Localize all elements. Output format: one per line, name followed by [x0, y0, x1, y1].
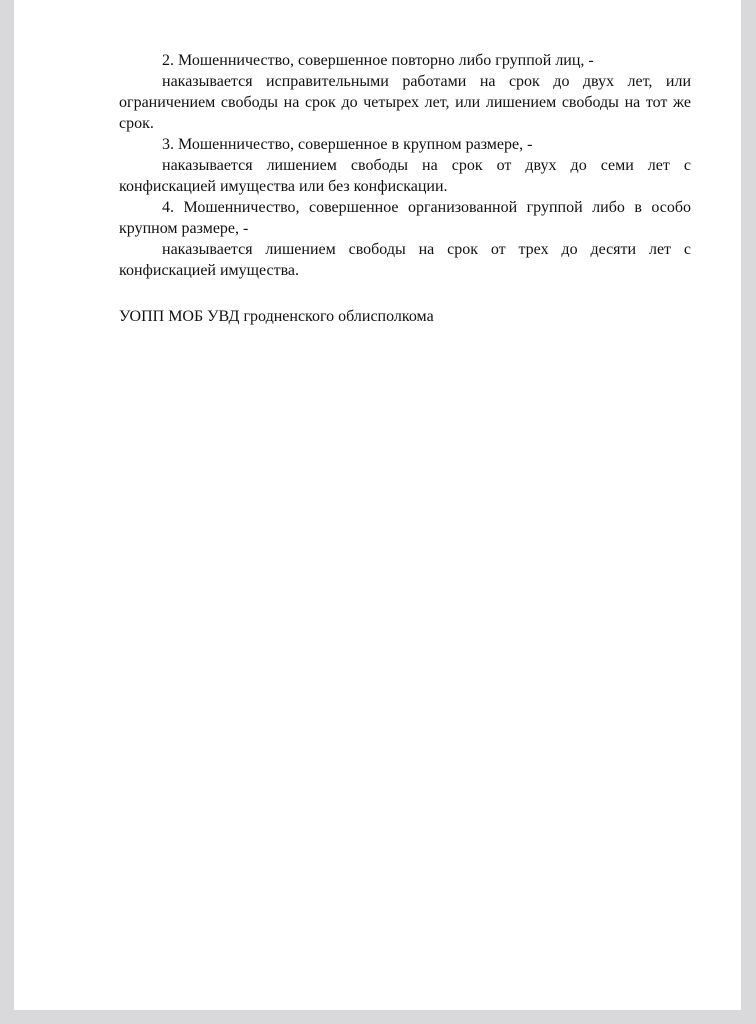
- paragraph-part-3: 3. Мошенничество, совершенное в крупном размере, -: [162, 136, 533, 153]
- paragraph-penalty-3: наказывается лишением свободы на срок от двух до семи лет с конфискацией имущества или без конфискации.: [119, 157, 691, 195]
- paragraph-penalty-4: наказывается лишением свободы на срок от трех до десяти лет с конфискацией имущества.: [119, 241, 691, 279]
- paragraph-penalty-2: наказывается исправительными работами на срок до двух лет, или ограничением свободы на срок до четырех лет, или лишением свободы на тот же срок.: [119, 73, 691, 132]
- document-body: [119, 50, 691, 327]
- paragraph-part-4: 4. Мошенничество, совершенное организованной группой либо в особо крупном размере, -: [119, 199, 691, 237]
- document-page: [14, 0, 741, 1010]
- signature-line: УОПП МОБ УВД гродненского облисполкома: [119, 308, 434, 325]
- paragraph-part-2: 2. Мошенничество, совершенное повторно либо группой лиц, -: [162, 52, 594, 69]
